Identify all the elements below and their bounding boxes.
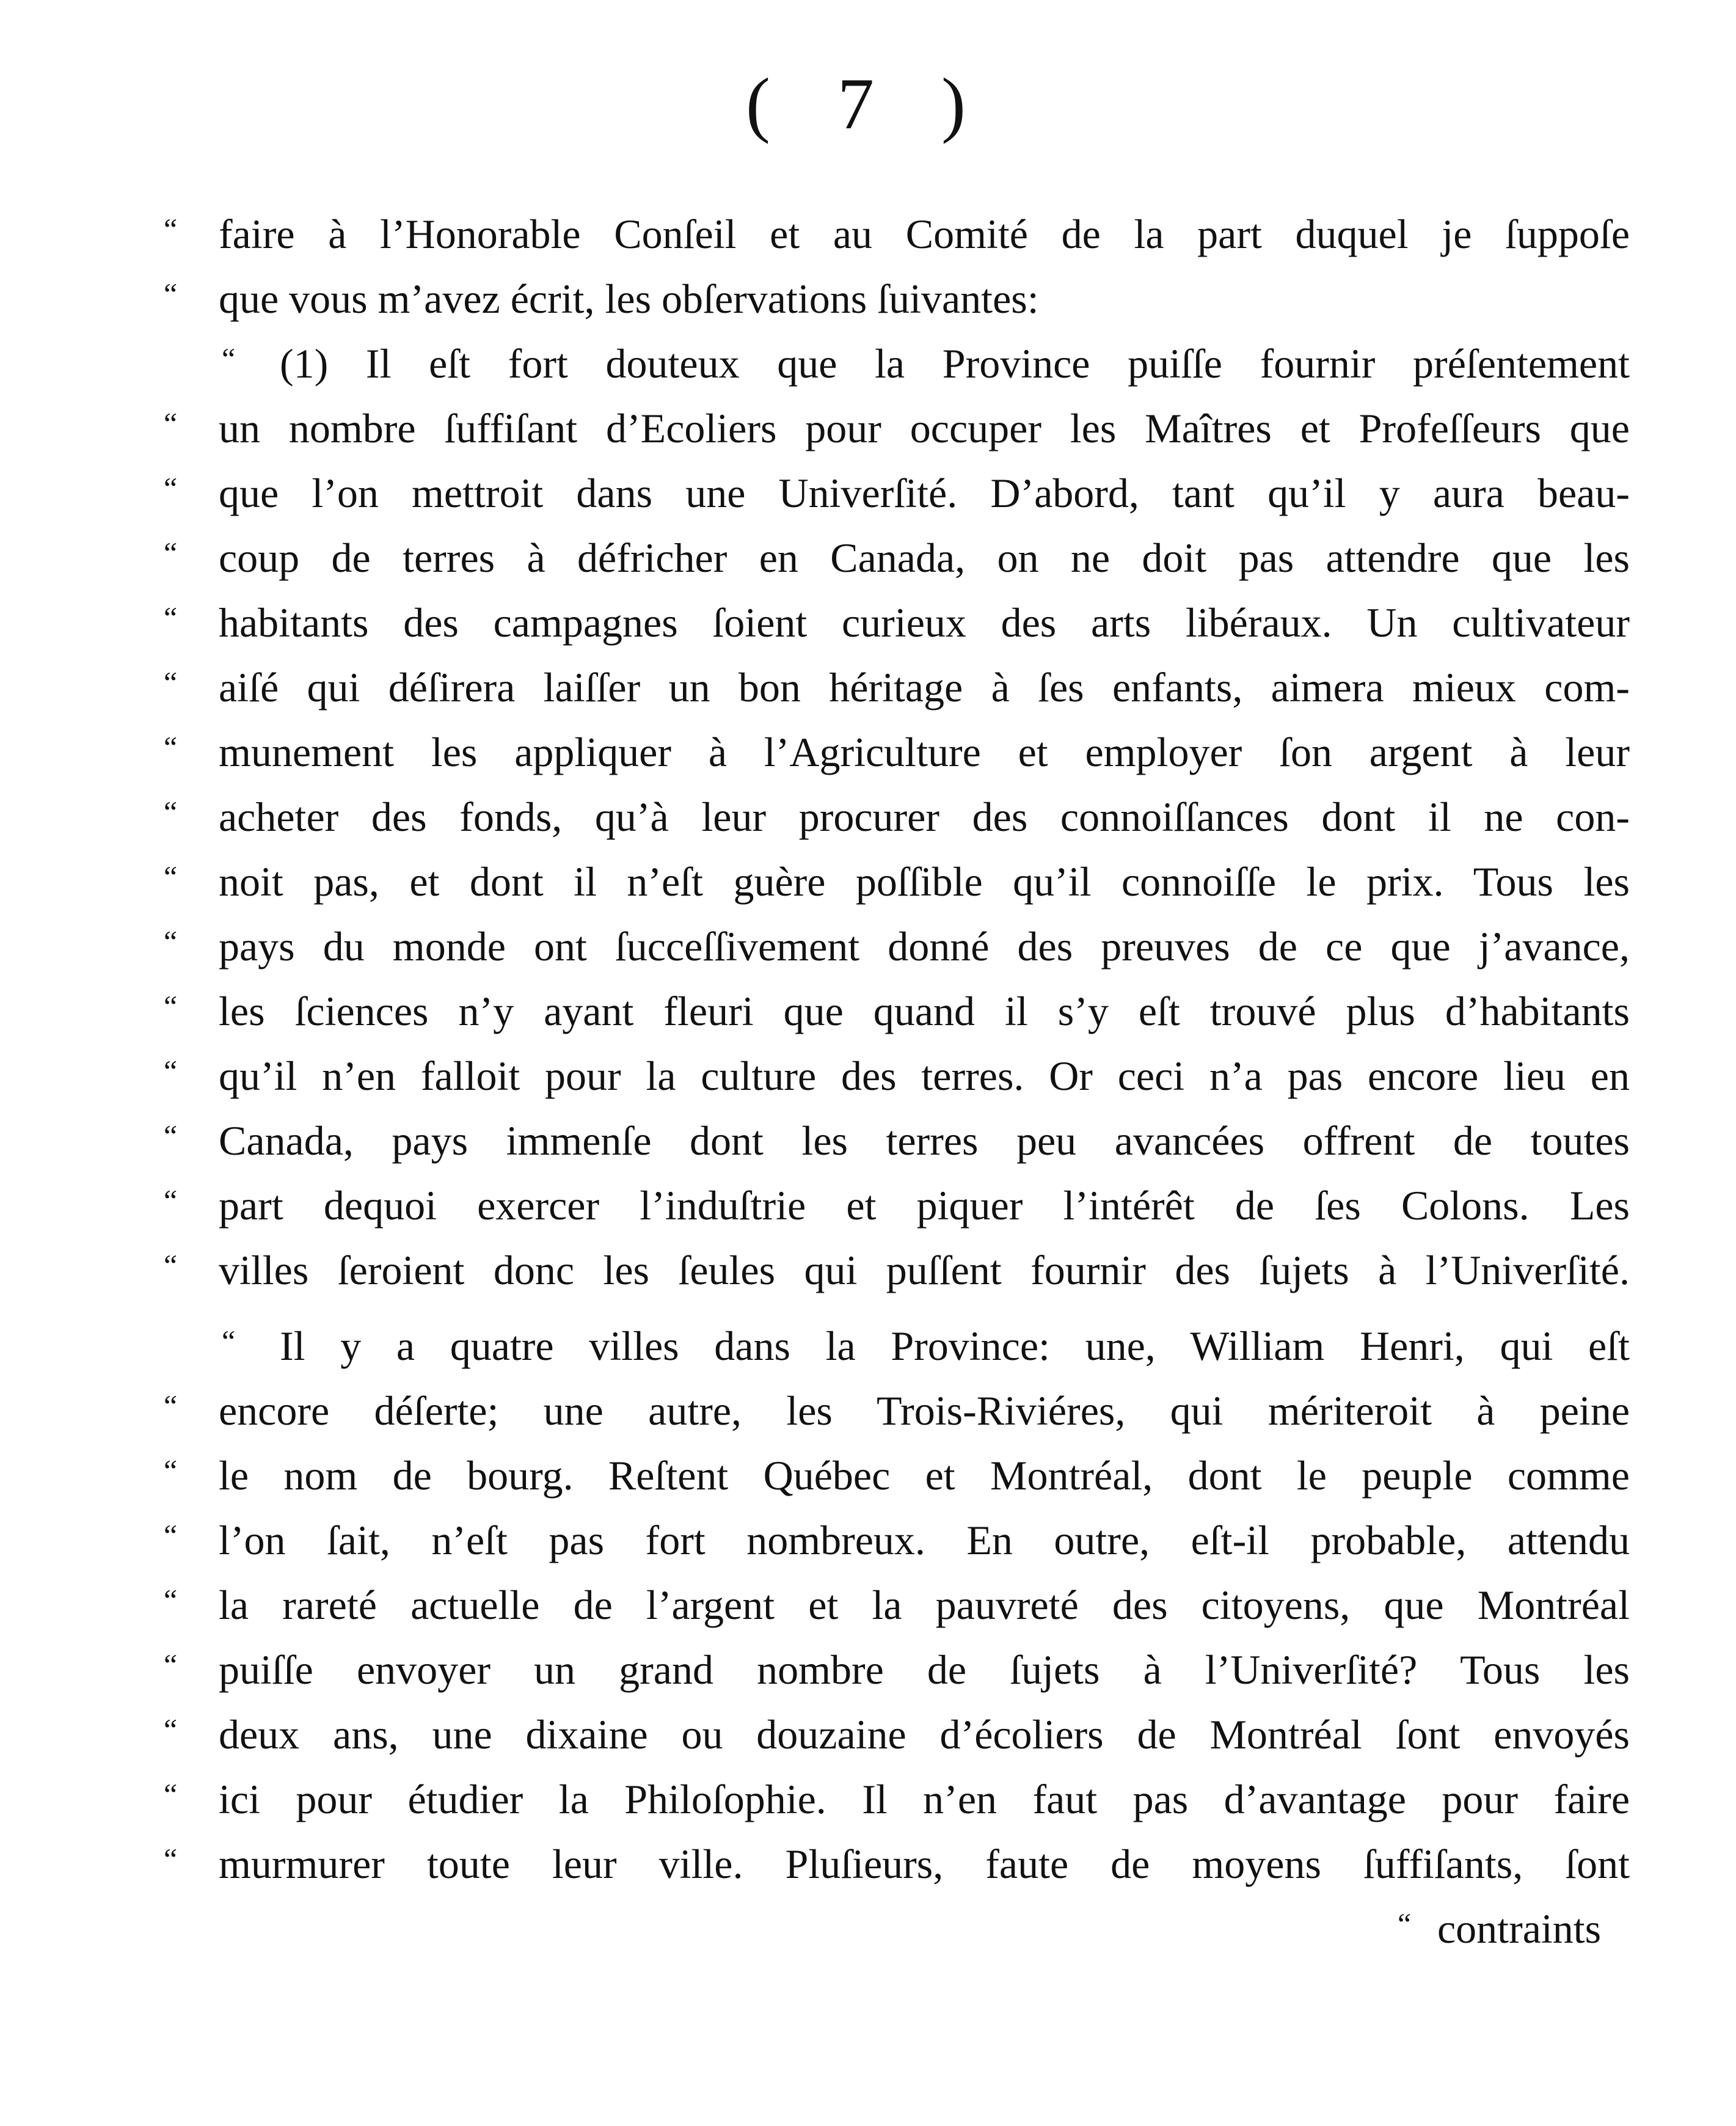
- line-text: l’on ſait, n’eſt pas fort nombreux. En outre, eſt-il probable, attendu: [219, 1517, 1630, 1563]
- text-line: [164, 1043, 1630, 1108]
- quote-mark: “: [1398, 1907, 1412, 1941]
- text-line: [164, 525, 1630, 590]
- text-line: [164, 1508, 1630, 1573]
- quote-mark: “: [164, 924, 178, 959]
- quote-mark: “: [164, 277, 178, 311]
- text-line: [164, 1313, 1630, 1378]
- quote-mark: “: [164, 1389, 178, 1423]
- quote-mark: “: [164, 536, 178, 570]
- text-line: [164, 1238, 1630, 1302]
- quote-mark: “: [222, 1324, 236, 1358]
- text-line: [164, 202, 1630, 266]
- line-text: pays du monde ont ſucceſſivement donné des preuves de ce que j’avance,: [219, 923, 1630, 970]
- quote-mark: “: [164, 406, 178, 440]
- text-line: [164, 1573, 1630, 1637]
- quote-mark: “: [164, 795, 178, 829]
- quote-mark: “: [164, 1842, 178, 1876]
- line-text: qu’il n’en falloit pour la culture des terres. Or ceci n’a pas encore lieu en: [219, 1053, 1630, 1099]
- quote-mark: “: [164, 471, 178, 505]
- quote-mark: “: [164, 212, 178, 246]
- text-line: [164, 1637, 1630, 1702]
- text-line: [164, 784, 1630, 849]
- quote-mark: “: [164, 1777, 178, 1811]
- text-line: [164, 1443, 1630, 1508]
- quote-mark: “: [164, 989, 178, 1023]
- line-text: ici pour étudier la Philoſophie. Il n’en faut pas d’avantage pour faire: [219, 1776, 1630, 1822]
- text-line: [164, 1702, 1630, 1767]
- line-text: Canada, pays immenſe dont les terres peu avancées offrent de toutes: [219, 1117, 1630, 1164]
- catchword-line: [164, 1896, 1630, 1961]
- quote-mark: “: [164, 1453, 178, 1488]
- line-text: munement les appliquer à l’Agriculture et employer ſon argent à leur: [219, 729, 1630, 775]
- text-line: [164, 849, 1630, 914]
- quote-mark: “: [164, 1518, 178, 1552]
- text-line: [164, 1767, 1630, 1832]
- quote-mark: “: [164, 1648, 178, 1682]
- line-text: un nombre ſuffiſant d’Ecoliers pour occuper les Maîtres et Profeſſeurs que: [219, 405, 1630, 451]
- text-line: [164, 1173, 1630, 1238]
- text-line: [164, 396, 1630, 461]
- line-text: faire à l’Honorable Conſeil et au Comité de la part duquel je ſuppoſe: [219, 211, 1630, 257]
- text-line: [164, 720, 1630, 784]
- quote-mark: “: [164, 1119, 178, 1153]
- text-line: [164, 1378, 1630, 1443]
- quote-mark: “: [164, 665, 178, 700]
- body-text: [164, 202, 1630, 1961]
- text-line: [164, 1832, 1630, 1896]
- quote-mark: “: [164, 730, 178, 764]
- line-text: les ſciences n’y ayant fleuri que quand il s’y eſt trouvé plus d’habitants: [219, 988, 1630, 1034]
- line-text: coup de terres à défricher en Canada, on ne doit pas attendre que les: [219, 535, 1630, 581]
- text-line: [164, 655, 1630, 720]
- quote-mark: “: [164, 1248, 178, 1282]
- quote-mark: “: [222, 342, 236, 376]
- line-text: murmurer toute leur ville. Pluſieurs, faute de moyens ſuffiſants, ſont: [219, 1841, 1630, 1887]
- quote-mark: “: [164, 1054, 178, 1088]
- quote-mark: “: [164, 1712, 178, 1747]
- page-number: ( 7 ): [746, 63, 990, 144]
- text-line: [164, 590, 1630, 655]
- line-text: (1) Il eſt fort douteux que la Province puiſſe fournir préſentement: [280, 340, 1630, 387]
- line-text: acheter des fonds, qu’à leur procurer des connoiſſances dont il ne con-: [219, 794, 1630, 840]
- text-line: [164, 331, 1630, 396]
- line-text: que l’on mettroit dans une Univerſité. D’abord, tant qu’il y aura beau-: [219, 470, 1630, 516]
- text-line: [164, 914, 1630, 979]
- line-text: villes ſeroient donc les ſeules qui puſſent fournir des ſujets à l’Univerſité.: [219, 1247, 1630, 1293]
- text-line: [164, 461, 1630, 525]
- quote-mark: “: [164, 1583, 178, 1617]
- catchword: contraints: [1437, 1905, 1602, 1952]
- line-text: le nom de bourg. Reſtent Québec et Montréal, dont le peuple comme: [219, 1452, 1630, 1499]
- quote-mark: “: [164, 860, 178, 894]
- line-text: aiſé qui déſirera laiſſer un bon héritage à ſes enfants, aimera mieux com-: [219, 664, 1630, 710]
- quote-mark: “: [164, 601, 178, 635]
- text-line: [164, 979, 1630, 1043]
- text-line: [164, 1108, 1630, 1173]
- line-text: Il y a quatre villes dans la Province: une, William Henri, qui eſt: [280, 1323, 1630, 1369]
- line-text: la rareté actuelle de l’argent et la pauvreté des citoyens, que Montréal: [219, 1582, 1630, 1628]
- quote-mark: “: [164, 1183, 178, 1218]
- line-text: part dequoi exercer l’induſtrie et piquer l’intérêt de ſes Colons. Les: [219, 1182, 1630, 1229]
- line-text: encore déſerte; une autre, les Trois-Riviéres, qui mériteroit à peine: [219, 1387, 1630, 1434]
- line-text: noit pas, et dont il n’eſt guère poſſible qu’il connoiſſe le prix. Tous les: [219, 858, 1630, 905]
- line-text: deux ans, une dixaine ou douzaine d’écoliers de Montréal ſont envoyés: [219, 1711, 1630, 1758]
- line-text: puiſſe envoyer un grand nombre de ſujets à l’Univerſité? Tous les: [219, 1646, 1630, 1693]
- text-line: [164, 266, 1630, 331]
- line-text: habitants des campagnes ſoient curieux des arts libéraux. Un cultivateur: [219, 599, 1630, 646]
- line-text: que vous m’avez écrit, les obſervations ſuivantes:: [219, 276, 1039, 322]
